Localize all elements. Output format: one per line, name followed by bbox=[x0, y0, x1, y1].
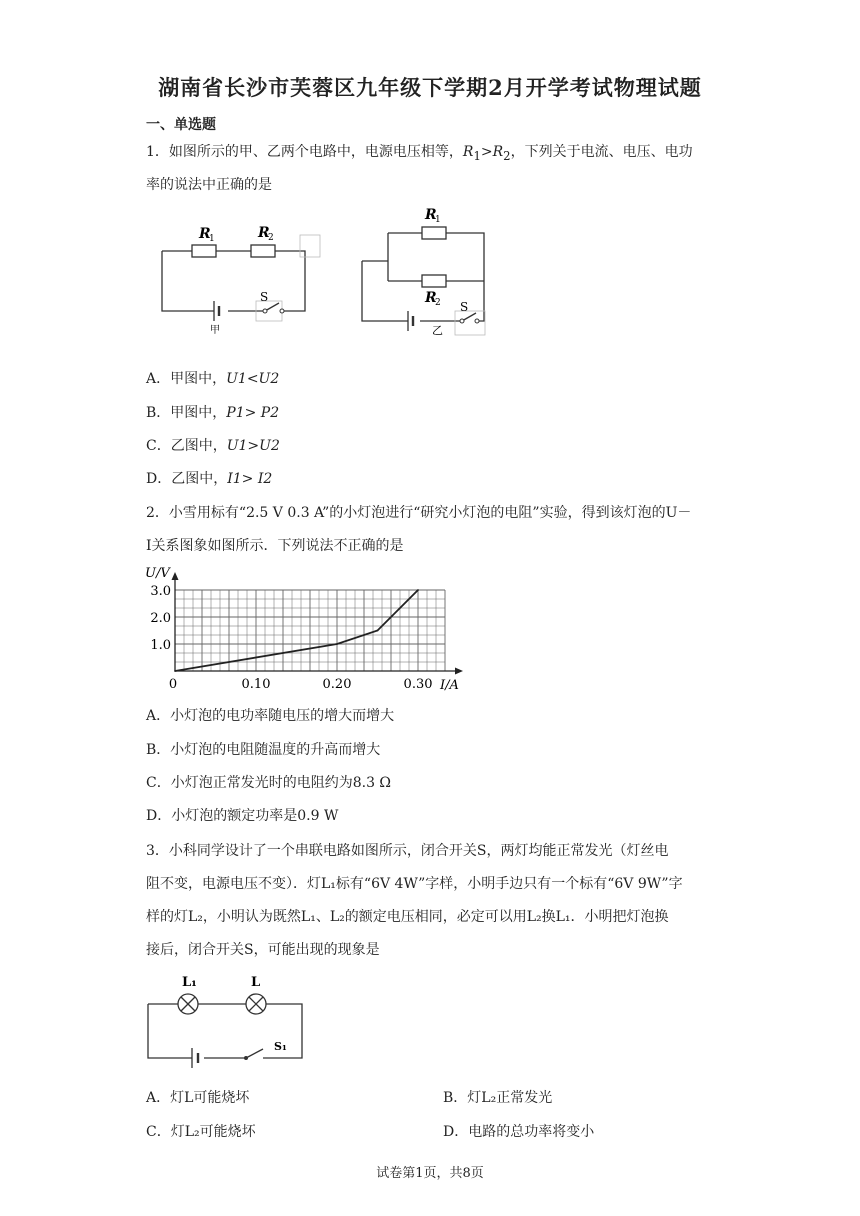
page-title: 湖南省长沙市芙蓉区九年级下学期2月开学考试物理试题 bbox=[158, 75, 702, 100]
q2-option-d[interactable]: D．小灯泡的额定功率是0.9 W bbox=[146, 808, 339, 824]
svg-text:R: R bbox=[199, 226, 211, 242]
q3-stem-line1: 3．小科同学设计了一个串联电路如图所示，闭合开关S，两灯均能正常发光（灯丝电 bbox=[146, 843, 669, 859]
y-axis-label: U/V bbox=[145, 566, 170, 581]
q3-option-c[interactable]: C．灯L₂可能烧坏 bbox=[146, 1124, 256, 1140]
option-expr: I1> I2 bbox=[227, 471, 273, 487]
option-expr: U1>U2 bbox=[226, 438, 280, 454]
series-line bbox=[175, 590, 418, 671]
q3-option-d[interactable]: D．电路的总功率将变小 bbox=[443, 1124, 595, 1140]
svg-text:S: S bbox=[260, 290, 269, 304]
y-axis-arrow bbox=[172, 572, 179, 580]
resistor-r1 bbox=[422, 227, 446, 239]
svg-text:S: S bbox=[460, 300, 469, 314]
q3-stem-line2: 阻不变，电源电压不变）．灯L₁标有“6V 4W”字样，小明手边只有一个标有“6V 9W”字 bbox=[146, 876, 683, 892]
q1-stem-line1: 1．如图所示的甲、乙两个电路中，电源电压相等，$R_1>R_2$，下列关于电流、电压、电功 bbox=[146, 144, 693, 163]
q1-r2: R bbox=[492, 144, 504, 160]
svg-text:1: 1 bbox=[209, 234, 215, 244]
q3-option-a[interactable]: A．灯L可能烧坏 bbox=[146, 1090, 250, 1106]
y-tick-label: 3.0 bbox=[150, 584, 171, 599]
svg-text:L: L bbox=[251, 975, 261, 990]
y-tick-label: 2.0 bbox=[150, 611, 171, 626]
resistor-r2 bbox=[251, 245, 275, 257]
q3-circuit bbox=[140, 968, 320, 1068]
q2-option-a[interactable]: A．小灯泡的电功率随电压的增大而增大 bbox=[146, 708, 395, 724]
y-tick-label: 1.0 bbox=[150, 638, 171, 653]
chart-grid bbox=[175, 590, 445, 671]
q3-stem-line3: 样的灯L₂，小明认为既然L₁、L₂的额定电压相同，必定可以用L₂换L₁．小明把灯泡换 bbox=[146, 909, 669, 925]
q1-option-d[interactable]: D．乙图中，I1> I2 bbox=[146, 471, 273, 487]
x-tick-label: 0 bbox=[168, 677, 178, 692]
q1-circuit-yi bbox=[350, 200, 530, 340]
chart-labels bbox=[145, 566, 459, 693]
svg-text:R: R bbox=[425, 290, 437, 306]
q1-stem-line2: 率的说法中正确的是 bbox=[146, 177, 272, 193]
q2-stem-line2: I关系图象如图所示．下列说法不正确的是 bbox=[146, 538, 404, 554]
resistor-r2 bbox=[422, 275, 446, 287]
svg-text:L₁: L₁ bbox=[182, 975, 197, 990]
data-point bbox=[174, 670, 176, 672]
q1-circuit-jia bbox=[140, 215, 340, 340]
x-axis-arrow bbox=[455, 668, 463, 675]
resistor-r1 bbox=[192, 245, 216, 257]
option-expr: P1> P2 bbox=[226, 405, 280, 421]
svg-text:乙: 乙 bbox=[432, 324, 443, 337]
q1-r1: R bbox=[462, 144, 474, 160]
q2-option-b[interactable]: B．小灯泡的电阻随温度的升高而增大 bbox=[146, 742, 381, 758]
q3-stem-line4: 接后，闭合开关S，可能出现的现象是 bbox=[146, 942, 380, 958]
svg-text:2: 2 bbox=[268, 233, 274, 243]
data-point bbox=[417, 589, 419, 591]
option-expr: U1<U2 bbox=[226, 371, 280, 387]
svg-text:R: R bbox=[425, 207, 437, 223]
data-point bbox=[377, 630, 379, 632]
svg-text:甲: 甲 bbox=[210, 325, 220, 336]
q1-option-a[interactable]: A．甲图中，U1<U2 bbox=[146, 371, 280, 387]
x-tick-label: 0.10 bbox=[241, 677, 271, 692]
svg-text:S₁: S₁ bbox=[274, 1040, 287, 1053]
x-axis-label: I/A bbox=[440, 678, 459, 693]
section-heading: 一、单选题 bbox=[146, 117, 216, 133]
x-tick-label: 0.30 bbox=[403, 677, 433, 692]
chart-axes bbox=[172, 572, 464, 675]
q2-option-c[interactable]: C．小灯泡正常发光时的电阻约为8.3 Ω bbox=[146, 775, 392, 791]
svg-text:2: 2 bbox=[435, 298, 441, 308]
q2-ui-chart bbox=[140, 560, 470, 695]
q1-option-b[interactable]: B．甲图中，P1> P2 bbox=[146, 405, 280, 421]
q1-option-c[interactable]: C．乙图中，U1>U2 bbox=[146, 438, 280, 454]
q3-option-b[interactable]: B．灯L₂正常发光 bbox=[443, 1090, 553, 1106]
q2-stem-line1: 2．小雪用标有“2.5 V 0.3 A”的小灯泡进行“研究小灯泡的电阻”实验，得到该灯泡的U－ bbox=[146, 505, 692, 521]
switch-s1 bbox=[246, 1049, 263, 1058]
x-tick-label: 0.20 bbox=[322, 677, 352, 692]
page-footer: 试卷第1页，共8页 bbox=[376, 1166, 484, 1181]
data-point bbox=[336, 643, 338, 645]
svg-text:R: R bbox=[258, 225, 270, 241]
svg-text:1: 1 bbox=[435, 215, 441, 225]
